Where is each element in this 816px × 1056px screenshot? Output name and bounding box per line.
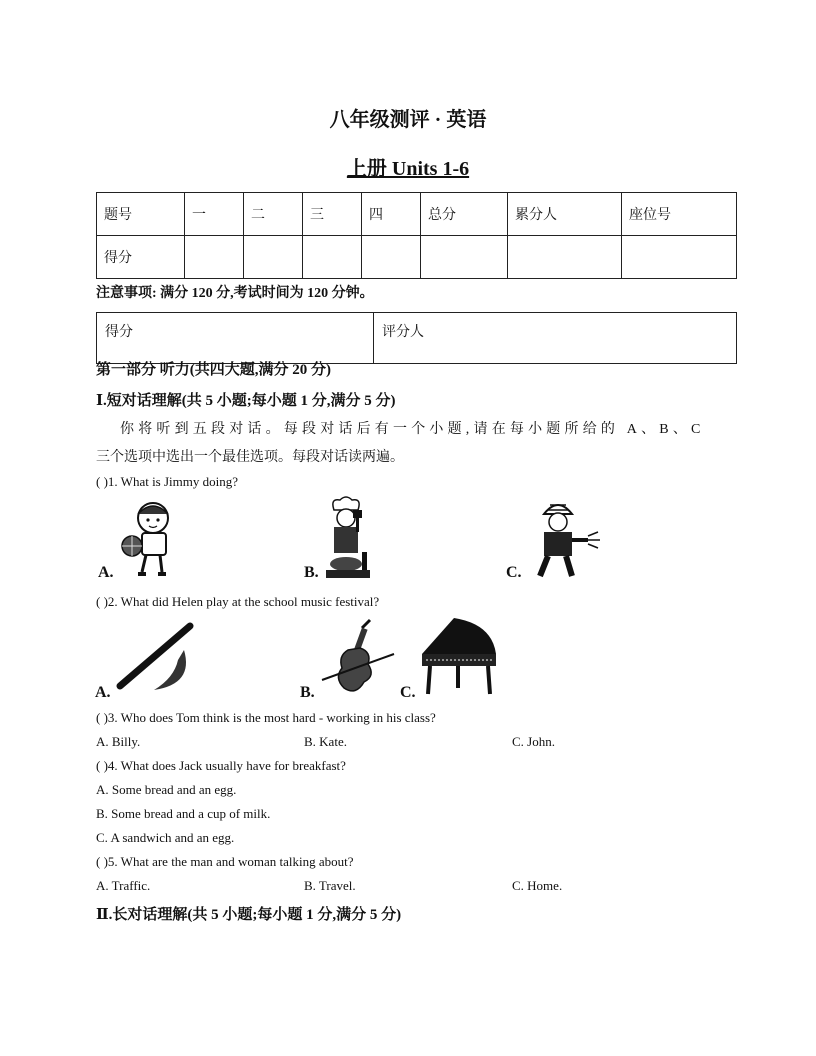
score-input-cell[interactable] [508,236,622,279]
q3-option-c[interactable]: C. John. [512,734,555,749]
question-4-stem: ( )4. What does Jack usually have for breakfast? [96,758,346,773]
q2-option-c-label[interactable]: C. [400,684,416,701]
score-cell: 得分 [97,236,185,279]
piano-picture [418,614,500,698]
instruction-line-1: 你将听到五段对话。每段对话后有一个小题,请在每小题所给的 A、B、C [120,422,705,437]
section1-heading: Ⅰ.短对话理解(共 5 小题;每小题 1 分,满分 5 分) [96,393,396,409]
q4-option-a[interactable]: A. Some bread and an egg. [96,782,237,797]
q1-option-b-label[interactable]: B. [304,564,319,581]
score-cell: 二 [244,193,303,236]
q4-option-b[interactable]: B. Some bread and a cup of milk. [96,806,271,821]
question-3-stem: ( )3. Who does Tom think is the most hard - working in his class? [96,710,436,725]
score-input-cell[interactable] [185,236,244,279]
violin-picture [318,616,398,698]
score-cell: 座位号 [622,193,737,236]
q3-option-b[interactable]: B. Kate. [304,734,347,749]
score-input-cell[interactable] [244,236,303,279]
q5-option-a[interactable]: A. Traffic. [96,878,151,893]
grade-box [96,312,737,364]
page-title: 八年级测评 · 英语 [329,109,487,131]
chef-cooking-picture [318,496,376,582]
score-cell: 总分 [421,193,508,236]
part1-heading: 第一部分 听力(共四大题,满分 20 分) [96,362,331,378]
boy-basketball-picture [116,498,176,582]
q1-option-a-label[interactable]: A. [98,564,114,581]
instruction-line-2: 三个选项中选出一个最佳选项。每段对话读两遍。 [96,450,404,465]
q2-option-b-label[interactable]: B. [300,684,315,701]
score-input-cell[interactable] [362,236,421,279]
score-table [96,192,737,279]
score-input-cell[interactable] [622,236,737,279]
score-cell: 四 [362,193,421,236]
q4-option-c[interactable]: C. A sandwich and an egg. [96,830,235,845]
exam-notice: 注意事项: 满分 120 分,考试时间为 120 分钟。 [96,286,374,301]
flute-picture [114,620,204,694]
q1-option-c-label[interactable]: C. [506,564,522,581]
section2-heading: Ⅱ.长对话理解(共 5 小题;每小题 1 分,满分 5 分) [96,907,402,923]
score-input-cell[interactable] [303,236,362,279]
score-input-cell[interactable] [421,236,508,279]
question-1-stem: ( )1. What is Jimmy doing? [96,474,239,489]
grade-box-score[interactable]: 得分 [97,313,374,364]
firefighter-picture [522,496,602,580]
score-table-header-row [97,193,737,236]
score-cell: 题号 [97,193,185,236]
page-subtitle: 上册 Units 1-6 [346,158,470,180]
question-2-stem: ( )2. What did Helen play at the school music festival? [96,594,380,609]
score-cell: 三 [303,193,362,236]
score-cell: 累分人 [508,193,622,236]
q5-option-c[interactable]: C. Home. [512,878,563,893]
q3-option-a[interactable]: A. Billy. [96,734,141,749]
score-cell: 一 [185,193,244,236]
q2-option-a-label[interactable]: A. [95,684,111,701]
score-table-score-row [97,236,737,279]
q5-option-b[interactable]: B. Travel. [304,878,356,893]
question-5-stem: ( )5. What are the man and woman talking about? [96,854,354,869]
grade-box-grader[interactable]: 评分人 [374,313,737,364]
